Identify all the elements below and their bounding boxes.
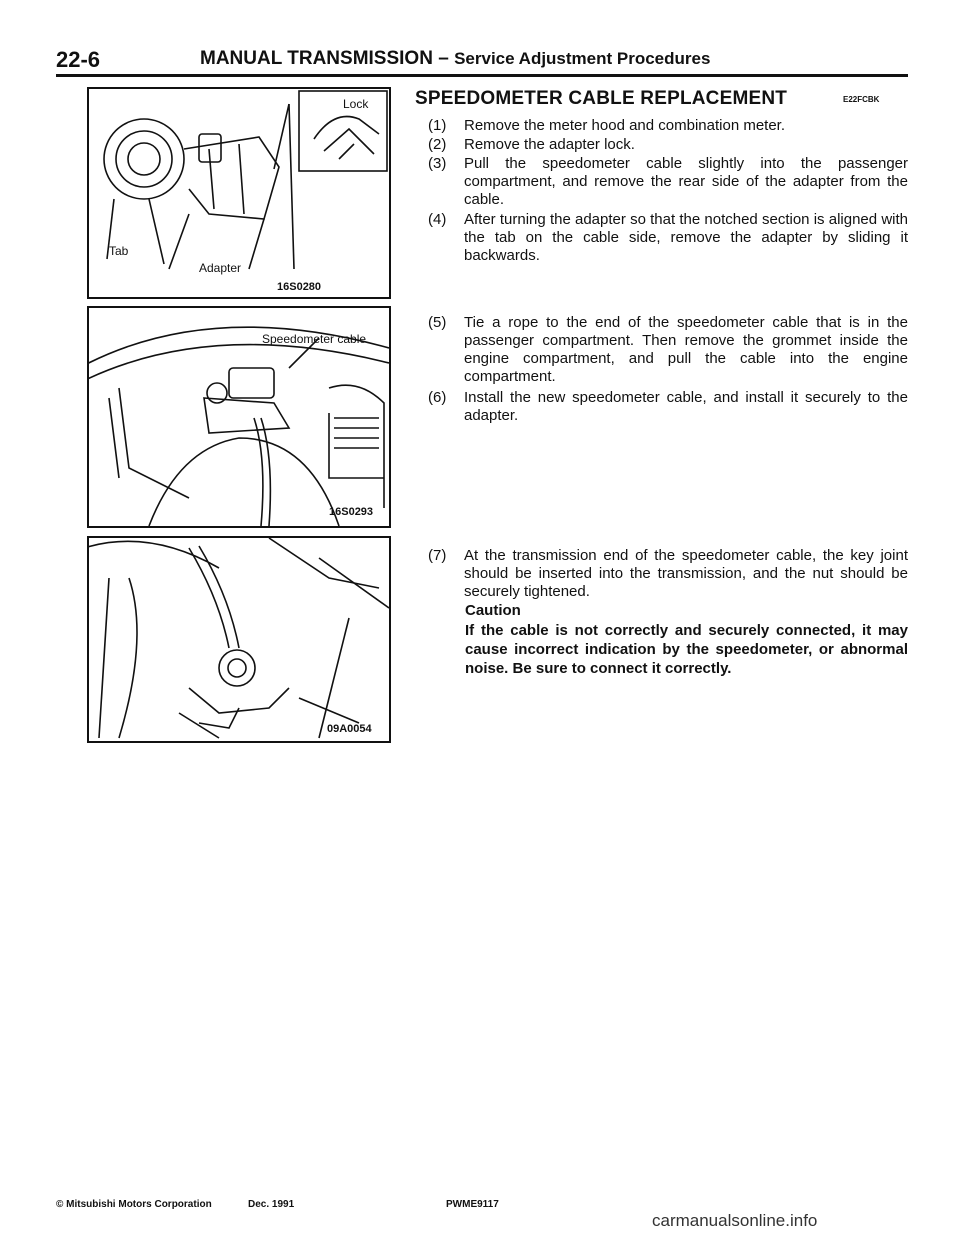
figure-transmission-end — [87, 536, 391, 743]
footer-code: PWME9117 — [446, 1199, 499, 1210]
step-item — [428, 211, 908, 265]
step-item — [428, 155, 908, 209]
footer-date: Dec. 1991 — [248, 1199, 295, 1210]
step-text: After turning the adapter so that the notched section is aligned with the tab on the cable side, remove the adapter by sliding it backwards. — [464, 211, 908, 264]
step-number: (6) — [428, 389, 447, 406]
section-code: E22FCBK — [843, 95, 880, 104]
footer-copyright: © Mitsubishi Motors Corporation — [56, 1199, 212, 1210]
figure-code: 09A0054 — [327, 723, 372, 735]
step-number: (2) — [428, 136, 447, 153]
header-title: MANUAL TRANSMISSION — [200, 48, 433, 69]
figure-code: 16S0280 — [277, 281, 322, 293]
step-item — [428, 117, 908, 135]
step-item — [428, 547, 908, 601]
step-text: Install the new speedometer cable, and install it securely to the adapter. — [464, 389, 908, 424]
figure-speedometer-cable — [87, 306, 391, 528]
page-number: 22-6 — [56, 47, 101, 72]
watermark: carmanualsonline.info — [652, 1211, 818, 1230]
step-number: (4) — [428, 211, 447, 228]
caution-title: Caution — [465, 602, 521, 619]
label-tab: Tab — [109, 244, 129, 258]
step-text: Pull the speedometer cable slightly into the passenger compartment, and remove the rear side of the adapter from the cable. — [464, 155, 908, 208]
label-speedometer-cable: Speedometer cable — [262, 332, 367, 346]
figure-code: 16S0293 — [329, 506, 374, 518]
step-text: Tie a rope to the end of the speedometer cable that is in the passenger compartment. Then remove the grommet inside the engine compartment, and pull the cable into the engine compartment. — [464, 314, 908, 385]
step-number: (7) — [428, 547, 447, 564]
caution-text: If the cable is not correctly and securely connected, it may cause incorrect indication by the speedometer, or abnormal noise. Be sure to connect it correctly. — [465, 622, 908, 677]
header-subtitle: Service Adjustment Procedures — [454, 49, 711, 68]
page-header — [200, 48, 710, 70]
step-number: (5) — [428, 314, 447, 331]
label-lock: Lock — [343, 97, 369, 111]
step-number: (1) — [428, 117, 447, 134]
step-number: (3) — [428, 155, 447, 172]
step-item — [428, 389, 908, 425]
step-text: Remove the meter hood and combination meter. — [464, 117, 786, 134]
figure-adapter-lock — [87, 87, 391, 299]
step-item — [428, 314, 908, 386]
section-title: SPEEDOMETER CABLE REPLACEMENT — [415, 88, 788, 109]
label-adapter: Adapter — [199, 261, 242, 275]
header-rule — [56, 74, 908, 77]
transmission-illustration — [89, 538, 389, 741]
step-text: Remove the adapter lock. — [464, 136, 635, 153]
step-item — [428, 136, 908, 154]
header-separator: – — [438, 48, 449, 69]
step-text: At the transmission end of the speedometer cable, the key joint should be inserted into the transmission, and the nut should be securely tightened. — [464, 547, 908, 600]
